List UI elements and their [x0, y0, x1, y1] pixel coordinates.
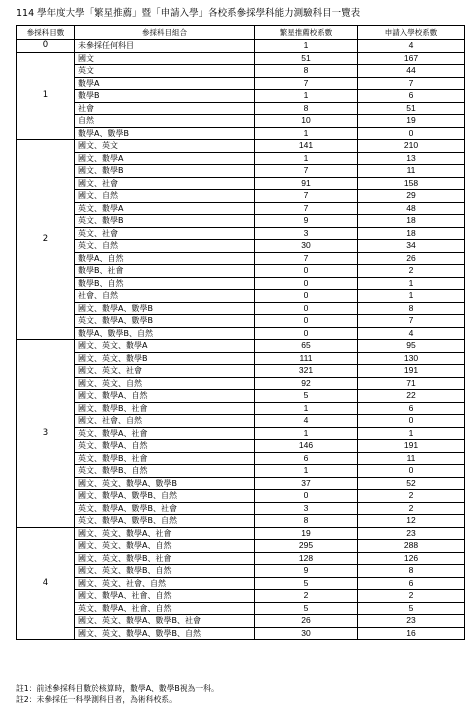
apply-count-cell: 19 [358, 115, 465, 128]
apply-count-cell: 4 [358, 40, 465, 53]
apply-count-cell: 1 [358, 427, 465, 440]
table-row [17, 390, 465, 403]
subject-combination-cell: 國文、數學A、社會、自然 [75, 590, 255, 603]
star-count-cell: 1 [255, 427, 358, 440]
apply-count-cell: 2 [358, 490, 465, 503]
apply-count-cell: 44 [358, 65, 465, 78]
subject-combination-cell: 國文、英文、數學A、社會 [75, 527, 255, 540]
star-count-cell: 0 [255, 315, 358, 328]
star-count-cell: 4 [255, 415, 358, 428]
star-count-cell: 5 [255, 602, 358, 615]
table-row [17, 627, 465, 640]
star-count-cell: 8 [255, 102, 358, 115]
star-count-cell: 1 [255, 152, 358, 165]
star-count-cell: 0 [255, 290, 358, 303]
apply-count-cell: 11 [358, 165, 465, 178]
table-row [17, 52, 465, 65]
subject-combination-cell: 國文、社會 [75, 177, 255, 190]
subject-combination-cell: 未參採任何科目 [75, 40, 255, 53]
star-count-cell: 7 [255, 252, 358, 265]
table-row [17, 577, 465, 590]
subject-combination-cell: 國文、社會、自然 [75, 415, 255, 428]
star-count-cell: 7 [255, 190, 358, 203]
table-row [17, 602, 465, 615]
apply-count-cell: 4 [358, 327, 465, 340]
apply-count-cell: 18 [358, 227, 465, 240]
apply-count-cell: 1 [358, 277, 465, 290]
star-count-cell: 5 [255, 577, 358, 590]
table-row [17, 277, 465, 290]
table-row [17, 40, 465, 53]
subject-combination-cell: 英文、社會 [75, 227, 255, 240]
subject-combination-cell: 數學A、自然 [75, 252, 255, 265]
table-row [17, 377, 465, 390]
subject-combination-cell: 數學B、社會 [75, 265, 255, 278]
star-count-cell: 0 [255, 265, 358, 278]
star-count-cell: 37 [255, 477, 358, 490]
star-count-cell: 0 [255, 277, 358, 290]
table-row [17, 565, 465, 578]
subject-combination-cell: 英文、數學A [75, 202, 255, 215]
table-row [17, 265, 465, 278]
subject-combination-cell: 英文、數學B [75, 215, 255, 228]
subject-combination-cell: 國文、英文、社會 [75, 365, 255, 378]
apply-count-cell: 23 [358, 527, 465, 540]
table-row [17, 590, 465, 603]
star-count-cell: 19 [255, 527, 358, 540]
subject-combination-cell: 國文、英文、數學B、社會 [75, 552, 255, 565]
star-count-cell: 0 [255, 302, 358, 315]
apply-count-cell: 16 [358, 627, 465, 640]
table-row [17, 302, 465, 315]
subject-combination-cell: 國文、自然 [75, 190, 255, 203]
apply-count-cell: 52 [358, 477, 465, 490]
star-count-cell: 30 [255, 627, 358, 640]
subject-combination-cell: 英文、數學B、自然 [75, 465, 255, 478]
apply-count-cell: 130 [358, 352, 465, 365]
star-count-cell: 321 [255, 365, 358, 378]
subject-count-cell: 3 [17, 340, 75, 528]
apply-count-cell: 23 [358, 615, 465, 628]
header-apply-count: 申請入學校系數 [358, 26, 465, 40]
header-star-count: 繁星推薦校系數 [255, 26, 358, 40]
star-count-cell: 26 [255, 615, 358, 628]
table-header-row [17, 26, 465, 40]
subject-combination-cell: 英文 [75, 65, 255, 78]
subject-combination-cell: 國文、英文 [75, 140, 255, 153]
table-row [17, 115, 465, 128]
table-row [17, 140, 465, 153]
table-row [17, 427, 465, 440]
page-title: 114 學年度大學「繁星推薦」暨「申請入學」各校系參採學科能力測驗科目一覽表 [16, 8, 361, 19]
table-row [17, 315, 465, 328]
star-count-cell: 1 [255, 402, 358, 415]
apply-count-cell: 6 [358, 90, 465, 103]
subject-combination-cell: 國文、數學A [75, 152, 255, 165]
subject-combination-cell: 國文、數學A、自然 [75, 390, 255, 403]
table-row [17, 340, 465, 353]
star-count-cell: 30 [255, 240, 358, 253]
table-row [17, 552, 465, 565]
subject-combination-cell: 國文、英文、數學B、自然 [75, 565, 255, 578]
apply-count-cell: 8 [358, 565, 465, 578]
apply-count-cell: 6 [358, 577, 465, 590]
apply-count-cell: 7 [358, 315, 465, 328]
table-row [17, 202, 465, 215]
star-count-cell: 128 [255, 552, 358, 565]
apply-count-cell: 13 [358, 152, 465, 165]
apply-count-cell: 0 [358, 127, 465, 140]
subject-combination-cell: 社會、自然 [75, 290, 255, 303]
apply-count-cell: 191 [358, 365, 465, 378]
star-count-cell: 0 [255, 327, 358, 340]
apply-count-cell: 5 [358, 602, 465, 615]
subject-combination-cell: 數學A [75, 77, 255, 90]
table-row [17, 215, 465, 228]
apply-count-cell: 0 [358, 415, 465, 428]
apply-count-cell: 22 [358, 390, 465, 403]
star-count-cell: 0 [255, 490, 358, 503]
footnote-2: 註2：未參採任一科學測科目者，為術科校系。 [16, 695, 177, 704]
apply-count-cell: 210 [358, 140, 465, 153]
subject-combination-cell: 國文、英文、數學A [75, 340, 255, 353]
star-count-cell: 91 [255, 177, 358, 190]
apply-count-cell: 2 [358, 265, 465, 278]
subject-count-cell: 1 [17, 52, 75, 140]
subject-combination-cell: 數學B [75, 90, 255, 103]
subject-combination-cell: 國文、英文、數學A、自然 [75, 540, 255, 553]
subject-combination-cell: 國文、數學B、社會 [75, 402, 255, 415]
star-count-cell: 3 [255, 502, 358, 515]
table-row [17, 465, 465, 478]
star-count-cell: 8 [255, 515, 358, 528]
subject-combination-cell: 英文、數學B、社會 [75, 452, 255, 465]
footnotes [16, 683, 466, 705]
table-row [17, 327, 465, 340]
apply-count-cell: 95 [358, 340, 465, 353]
table-row [17, 615, 465, 628]
star-count-cell: 7 [255, 202, 358, 215]
subject-combination-cell: 英文、數學A、社會 [75, 427, 255, 440]
subject-combination-cell: 英文、數學A、自然 [75, 440, 255, 453]
subject-combination-cell: 國文、數學A、數學B [75, 302, 255, 315]
star-count-cell: 7 [255, 165, 358, 178]
apply-count-cell: 29 [358, 190, 465, 203]
table-row [17, 252, 465, 265]
subject-combination-cell: 數學A、數學B [75, 127, 255, 140]
table-row [17, 65, 465, 78]
subject-count-cell: 0 [17, 40, 75, 53]
apply-count-cell: 288 [358, 540, 465, 553]
subject-table [16, 25, 465, 640]
apply-count-cell: 126 [358, 552, 465, 565]
apply-count-cell: 34 [358, 240, 465, 253]
table-row [17, 240, 465, 253]
subject-combination-cell: 國文、英文、數學B [75, 352, 255, 365]
subject-combination-cell: 數學B、自然 [75, 277, 255, 290]
star-count-cell: 7 [255, 77, 358, 90]
table-row [17, 527, 465, 540]
table-row [17, 152, 465, 165]
star-count-cell: 65 [255, 340, 358, 353]
apply-count-cell: 8 [358, 302, 465, 315]
table-row [17, 177, 465, 190]
table-row [17, 290, 465, 303]
star-count-cell: 3 [255, 227, 358, 240]
apply-count-cell: 51 [358, 102, 465, 115]
table-row [17, 415, 465, 428]
table-row [17, 515, 465, 528]
subject-combination-cell: 國文、英文、社會、自然 [75, 577, 255, 590]
star-count-cell: 6 [255, 452, 358, 465]
apply-count-cell: 11 [358, 452, 465, 465]
apply-count-cell: 71 [358, 377, 465, 390]
subject-combination-cell: 國文、英文、自然 [75, 377, 255, 390]
apply-count-cell: 0 [358, 465, 465, 478]
apply-count-cell: 2 [358, 590, 465, 603]
table-row [17, 365, 465, 378]
subject-count-cell: 4 [17, 527, 75, 640]
star-count-cell: 51 [255, 52, 358, 65]
apply-count-cell: 26 [358, 252, 465, 265]
subject-combination-cell: 數學A、數學B、自然 [75, 327, 255, 340]
subject-combination-cell: 國文、數學B [75, 165, 255, 178]
subject-combination-cell: 英文、自然 [75, 240, 255, 253]
apply-count-cell: 12 [358, 515, 465, 528]
table-row [17, 402, 465, 415]
subject-combination-cell: 國文、英文、數學A、數學B [75, 477, 255, 490]
footnote-1: 註1：前述參採科目數於核算時，數學A、數學B視為一科。 [16, 684, 219, 693]
header-subject-combination: 參採科目組合 [75, 26, 255, 40]
subject-combination-cell: 自然 [75, 115, 255, 128]
subject-combination-cell: 國文、英文、數學A、數學B、社會 [75, 615, 255, 628]
star-count-cell: 295 [255, 540, 358, 553]
star-count-cell: 1 [255, 127, 358, 140]
table-row [17, 190, 465, 203]
apply-count-cell: 7 [358, 77, 465, 90]
star-count-cell: 9 [255, 215, 358, 228]
apply-count-cell: 2 [358, 502, 465, 515]
apply-count-cell: 18 [358, 215, 465, 228]
star-count-cell: 1 [255, 465, 358, 478]
table-row [17, 90, 465, 103]
apply-count-cell: 6 [358, 402, 465, 415]
header-subject-count: 參採科目數 [17, 26, 75, 40]
star-count-cell: 8 [255, 65, 358, 78]
table-row [17, 77, 465, 90]
star-count-cell: 2 [255, 590, 358, 603]
apply-count-cell: 191 [358, 440, 465, 453]
subject-combination-cell: 英文、數學A、數學B、自然 [75, 515, 255, 528]
star-count-cell: 1 [255, 40, 358, 53]
table-row [17, 227, 465, 240]
subject-combination-cell: 社會 [75, 102, 255, 115]
subject-count-cell: 2 [17, 140, 75, 340]
table-row [17, 540, 465, 553]
table-row [17, 502, 465, 515]
star-count-cell: 9 [255, 565, 358, 578]
apply-count-cell: 158 [358, 177, 465, 190]
subject-combination-cell: 英文、數學A、數學B [75, 315, 255, 328]
star-count-cell: 111 [255, 352, 358, 365]
subject-combination-cell: 英文、數學A、社會、自然 [75, 602, 255, 615]
table-row [17, 452, 465, 465]
subject-combination-cell: 國文、數學A、數學B、自然 [75, 490, 255, 503]
star-count-cell: 146 [255, 440, 358, 453]
subject-combination-cell: 英文、數學A、數學B、社會 [75, 502, 255, 515]
table-row [17, 352, 465, 365]
table-row [17, 165, 465, 178]
table-row [17, 490, 465, 503]
star-count-cell: 5 [255, 390, 358, 403]
star-count-cell: 92 [255, 377, 358, 390]
apply-count-cell: 1 [358, 290, 465, 303]
apply-count-cell: 48 [358, 202, 465, 215]
table-row [17, 127, 465, 140]
apply-count-cell: 167 [358, 52, 465, 65]
table-row [17, 102, 465, 115]
subject-combination-cell: 國文 [75, 52, 255, 65]
star-count-cell: 1 [255, 90, 358, 103]
star-count-cell: 10 [255, 115, 358, 128]
star-count-cell: 141 [255, 140, 358, 153]
table-row [17, 440, 465, 453]
subject-combination-cell: 國文、英文、數學A、數學B、自然 [75, 627, 255, 640]
table-body [17, 40, 465, 640]
table-row [17, 477, 465, 490]
